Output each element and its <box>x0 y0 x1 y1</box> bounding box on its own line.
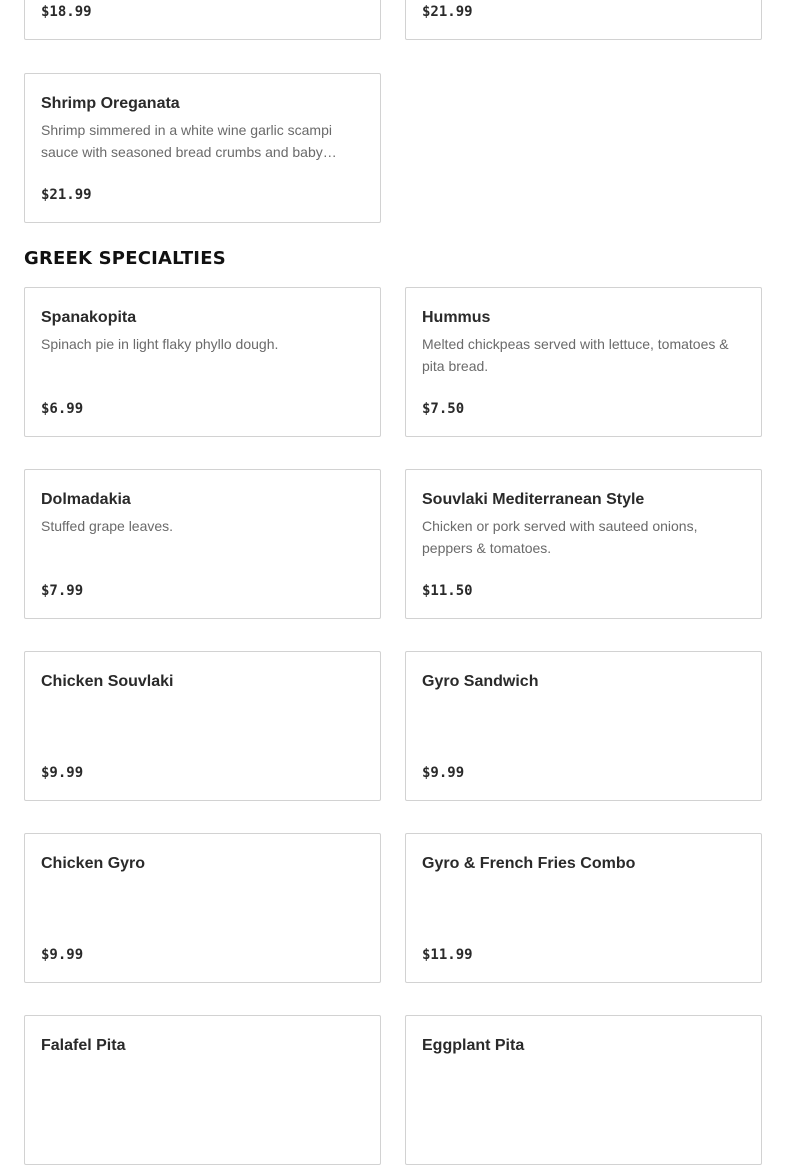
menu-item-card[interactable] <box>24 651 381 801</box>
menu-item-price: $9.99 <box>41 765 84 781</box>
menu-item-description: Melted chickpeas served with lettuce, tomatoes & pita bread. <box>422 336 729 374</box>
menu-item-description: Stuffed grape leaves. <box>41 518 174 534</box>
menu-item-price: $7.99 <box>41 583 84 599</box>
menu-item-name: Shrimp Oreganata <box>41 95 180 112</box>
menu-item-card[interactable] <box>405 651 762 801</box>
menu-item-name: Chicken Souvlaki <box>41 673 174 690</box>
menu-item-description: Chicken or pork served with sauteed onions, peppers & tomatoes. <box>422 518 698 556</box>
menu-item-card[interactable] <box>24 1015 381 1165</box>
menu-item-price: $18.99 <box>41 4 92 20</box>
menu-item-description: Shrimp simmered in a white wine garlic scampi sauce with seasoned bread crumbs and baby… <box>41 122 337 160</box>
menu-item-name: Spanakopita <box>41 309 137 326</box>
menu-item-card[interactable] <box>24 287 381 437</box>
menu-item-card[interactable] <box>405 469 762 619</box>
menu-item-price: $7.50 <box>422 401 465 417</box>
menu-item-name: Eggplant Pita <box>422 1037 525 1054</box>
menu-item-card[interactable] <box>405 1015 762 1165</box>
menu-item-name: Gyro & French Fries Combo <box>422 855 636 872</box>
menu-item-name: Souvlaki Mediterranean Style <box>422 491 645 508</box>
menu-item-card[interactable] <box>405 833 762 983</box>
menu-item-name: Falafel Pita <box>41 1037 126 1054</box>
menu-item-name: Hummus <box>422 309 491 326</box>
menu-item-price: $9.99 <box>41 947 84 963</box>
menu-item-card[interactable] <box>405 0 762 40</box>
menu-item-price: $21.99 <box>41 187 92 203</box>
menu-item-name: Dolmadakia <box>41 491 131 508</box>
menu-item-card[interactable] <box>24 833 381 983</box>
menu-item-price: $21.99 <box>422 4 473 20</box>
menu-item-card[interactable] <box>24 73 381 223</box>
menu-item-name: Gyro Sandwich <box>422 673 539 690</box>
menu-item-price: $11.99 <box>422 947 473 963</box>
menu-item-price: $6.99 <box>41 401 84 417</box>
menu-item-card[interactable] <box>24 0 381 40</box>
menu-item-price: $11.50 <box>422 583 473 599</box>
menu-item-card[interactable] <box>24 469 381 619</box>
menu-item-name: Chicken Gyro <box>41 855 146 872</box>
menu-item-description: Spinach pie in light flaky phyllo dough. <box>41 336 279 352</box>
menu-item-price: $9.99 <box>422 765 465 781</box>
menu-item-card[interactable] <box>405 287 762 437</box>
section-heading-greek-specialties: GREEK SPECIALTIES <box>24 248 226 269</box>
